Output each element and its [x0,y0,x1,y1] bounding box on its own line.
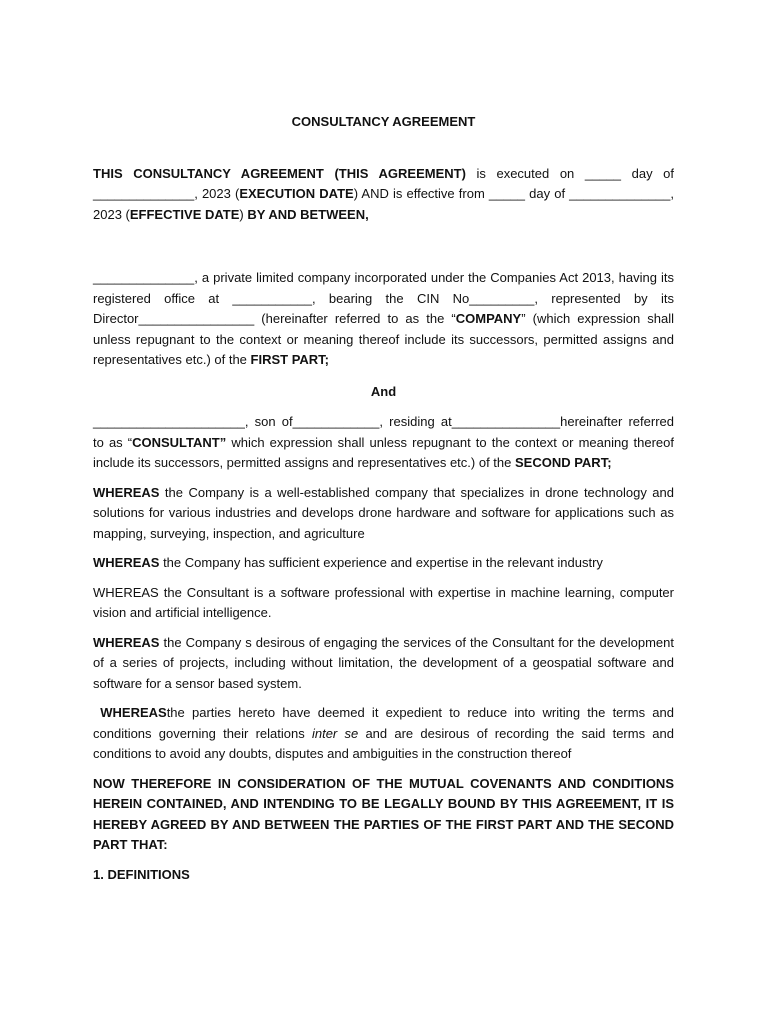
inter-se-italic: inter se [311,725,359,741]
whereas-text: WHEREAS the Consultant is a software professional with expertise in machine learning, computer vision and artificial intelligence. [93,584,674,620]
execution-date-label: EXECUTION DATE [239,186,354,201]
company-party-paragraph [93,268,674,371]
consultant-expression-text: which expression shall unless repugnant to the context or meaning thereof include its successors, permitted assigns and representatives etc.) of the [93,434,675,470]
whereas-paragraph-1 [93,483,674,545]
whereas-keyword: WHEREAS [100,705,167,720]
consultant-defined-term: CONSULTANT” [132,434,227,450]
whereas-paragraph-4 [93,633,674,695]
whereas-text: the Company has sufficient experience and expertise in the relevant industry [159,555,603,570]
effective-clause-text: ) AND is effective from _____ day of ______________, 2023 ( [93,186,674,222]
consultant-party-paragraph [93,412,674,474]
company-description-text: ______________, a private limited company incorporated under the Companies Act 2013, having its registered office at ___________, bearing the CIN No_________, represented by its Director________________ (hereinafter referred to as the “ [93,270,674,326]
whereas-text-continued: and are desirous of recording the said terms and conditions to avoid any doubts, disputes and ambiguities in the construction thereof [93,725,674,761]
whereas-paragraph-2 [93,553,674,574]
company-expression-text: ” (which expression shall unless repugnant to the context or meaning thereof include its successors, permitted assigns and representatives etc.) of the [93,311,675,367]
company-defined-term: COMPANY [455,311,522,326]
preamble-paragraph [93,164,674,226]
consultant-description-text: _____________________, son of____________, residing at_______________hereinafter referred to as “ [93,414,674,450]
document-title: CONSULTANCY AGREEMENT [291,114,476,129]
by-and-between-label: BY AND BETWEEN, [247,206,369,222]
whereas-keyword: WHEREAS [93,634,160,650]
whereas-text: the Company is a well-established company that specializes in drone technology and solutions for various industries and develops drone hardware and software for applications such as mapping, surveying, inspection, and agriculture [93,484,674,541]
whereas-paragraph-5 [93,703,674,765]
effective-close-text: ) [239,206,248,222]
whereas-keyword: WHEREAS [93,555,160,570]
whereas-paragraph-3 [93,583,674,624]
second-part-label: SECOND PART; [514,455,612,470]
and-separator: And [370,383,397,399]
whereas-text: the parties hereto have deemed it expedient to reduce into writing the terms and conditions governing their relations [93,705,674,741]
whereas-keyword: WHEREAS [93,484,160,500]
section-heading-definitions: 1. DEFINITIONS [93,866,190,882]
first-part-label: FIRST PART; [250,352,330,367]
agreement-name: THIS CONSULTANCY AGREEMENT (THIS AGREEMENT) [93,165,466,181]
whereas-text: the Company s desirous of engaging the services of the Consultant for the development of a series of projects, including without limitation, the development of a geospatial software and software for a sensor based system. [93,634,674,691]
effective-date-label: EFFECTIVE DATE [129,206,240,222]
document-page [93,112,674,885]
execution-clause-text: is executed on _____ day of ______________, 2023 ( [93,165,675,201]
now-therefore-paragraph: NOW THEREFORE IN CONSIDERATION OF THE MUTUAL COVENANTS AND CONDITIONS HEREIN CONTAINED, AND INTENDING TO BE LEGALLY BOUND BY THIS AGREEMENT, IT IS HEREBY AGREED BY AND BETWEEN THE PARTIES OF THE FIRST PART AND THE SECOND PART THAT: [93,775,674,852]
